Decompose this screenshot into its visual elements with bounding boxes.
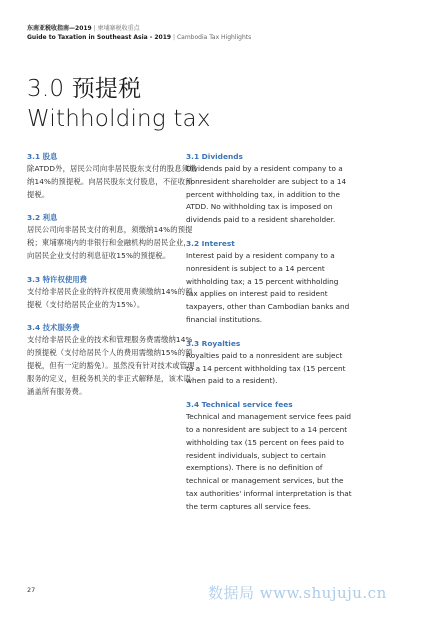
section-royalties-cn xyxy=(27,274,197,312)
section-interest-en xyxy=(186,238,352,327)
header-separator: | xyxy=(173,34,176,41)
header-separator: | xyxy=(93,25,96,32)
header-en-title: Guide to Taxation in Southeast Asia - 2019 xyxy=(27,34,172,41)
running-header xyxy=(27,24,417,42)
section-body: 居民公司向非居民支付的利息，须缴纳14%的预提税；柬埔寨境内的非银行和金融机构的居民企业，向居民企业支付的利息征收15%的预提税。 xyxy=(27,225,193,260)
section-body: 支付给非居民企业的特许权使用费须缴纳14%的预提税（支付给居民企业的为15%）。 xyxy=(27,286,193,309)
section-heading: 3.4 技术服务费 xyxy=(27,323,80,333)
section-heading: 3.3 特许权使用费 xyxy=(27,274,88,284)
section-heading: 3.4 Technical service fees xyxy=(186,400,293,410)
section-heading: 3.3 Royalties xyxy=(186,338,241,348)
section-body: Dividends paid by a resident company to a nonresident shareholder are subject to a 14 percent withholding tax, in addition to the ATDD. No withholding tax is imposed on dividends paid to a resident shareholder. xyxy=(186,164,347,225)
section-heading: 3.2 利息 xyxy=(27,213,58,223)
section-body: Technical and management service fees paid to a nonresident are subject to a 14 percent withholding tax (15 percent on fees paid to resident individuals, subject to certain exemptions). There is no definition of technical or management services, but the tax authorities' informal interpretation is that the term captures all service fees. xyxy=(186,412,352,511)
section-heading: 3.1 Dividends xyxy=(186,152,243,161)
section-dividends-en xyxy=(186,151,352,227)
watermark: 数据局 www.shujuju.cn xyxy=(208,584,387,602)
section-body: Royalties paid to a nonresident are subject to a 14 percent withholding tax (15 percent when paid to a resident). xyxy=(186,350,346,386)
section-technical-fees-en xyxy=(186,399,352,513)
page-number: 27 xyxy=(27,586,36,594)
section-dividends-cn xyxy=(27,151,197,201)
english-column xyxy=(186,151,352,525)
section-heading: 3.2 Interest xyxy=(186,238,235,248)
section-royalties-en xyxy=(186,338,352,388)
page-title-cn: 3.0 预提税 xyxy=(27,76,142,102)
section-interest-cn xyxy=(27,212,197,262)
section-body: 支付给非居民企业的技术和管理服务费需缴纳14%的预提税（支付给居民个人的费用需缴纳15%的预提税，但有一定的豁免）。虽然没有针对技术或管理服务的定义，但税务机关的非正式解释是，该术语涵盖所有服务费。 xyxy=(27,335,195,396)
header-cn-subtitle: 柬埔寨税收重点 xyxy=(97,25,140,32)
section-body: 除ATDD外，居民公司向非居民股东支付的股息须缴纳14%的预提税。向居民股东支付股息，不征收预提税。 xyxy=(27,164,197,199)
header-en-subtitle: Cambodia Tax Highlights xyxy=(176,34,252,41)
chinese-column xyxy=(27,151,197,409)
header-cn-year: —2019 xyxy=(69,25,92,32)
section-technical-fees-cn xyxy=(27,322,197,398)
section-heading: 3.1 股息 xyxy=(27,152,58,161)
header-line-en xyxy=(27,33,417,42)
header-line-cn xyxy=(27,24,417,33)
page-title-en: Withholding tax xyxy=(27,106,211,132)
page-title xyxy=(27,74,211,134)
section-body: Interest paid by a resident company to a nonresident is subject to a 14 percent withholding tax; a 15 percent withholding tax applies on interest paid to resident taxpayers, other than Cambodian banks and financial institutions. xyxy=(186,250,350,324)
header-cn-title: 东南亚税收指南 xyxy=(27,25,70,32)
